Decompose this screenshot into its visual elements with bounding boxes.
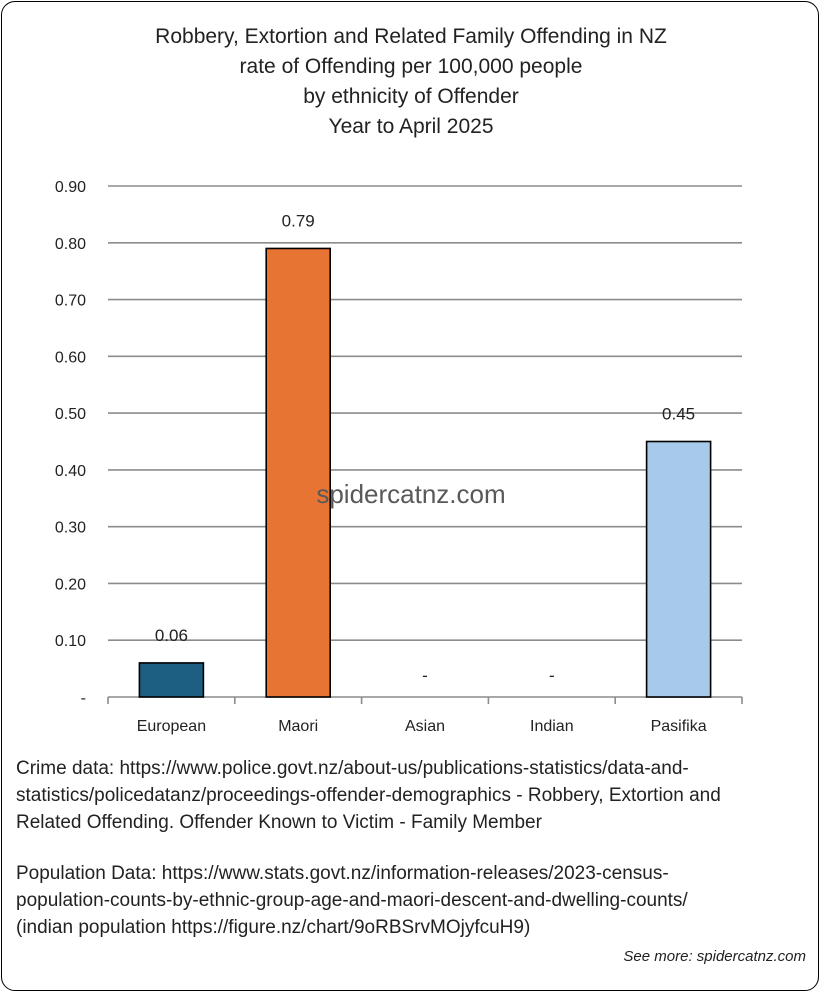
y-tick-label: 0.90 [54,179,86,196]
y-tick-label: 0.70 [54,292,86,310]
title-line-2: rate of Offending per 100,000 people [239,55,583,78]
title-line-4: Year to April 2025 [328,115,494,138]
x-category-label: Pasifika [650,718,707,735]
y-tick-label: 0.50 [54,406,86,424]
data-label: - [548,666,555,685]
data-label: 0.79 [281,211,315,231]
bar-european [139,663,203,697]
crime-source-line-3: Related Offending. Offender Known to Victim - Family Member [16,812,542,833]
y-tick-label: 0.40 [54,462,86,480]
x-category-label: Indian [530,718,574,735]
y-tick-label: 0.30 [54,519,86,537]
population-source-line-2: population-counts-by-ethnic-group-age-and-maori-descent-and-dwelling-counts/ [16,890,688,911]
crime-data-source [16,755,806,836]
data-label: 0.45 [662,404,696,424]
population-source-line-1: Population Data: https://www.stats.govt.nz/information-releases/2023-census- [16,863,669,884]
y-tick-label: 0.80 [54,235,86,253]
data-label: 0.06 [154,625,188,645]
see-more-footer: See more: spidercatnz.com [623,948,806,965]
title-line-1: Robbery, Extortion and Related Family Offending in NZ [155,25,667,48]
crime-source-line-2: statistics/policedatanz/proceedings-offender-demographics - Robbery, Extortion and [16,785,721,806]
y-tick-label: - [80,690,86,707]
bar-maori [266,248,330,697]
data-label: - [422,666,428,685]
bar-pasifika [647,442,711,698]
population-data-source [16,860,806,941]
y-tick-label: 0.10 [54,633,86,651]
x-category-label: Asian [404,718,446,735]
x-category-label: Maori [278,718,319,735]
crime-source-line-1: Crime data: https://www.police.govt.nz/about-us/publications-statistics/data-and- [16,758,689,779]
y-tick-label: 0.60 [54,349,86,367]
population-source-line-3: (indian population https://figure.nz/chart/9oRBSrvMOjyfcuH9) [16,917,531,938]
y-tick-label: 0.20 [54,576,86,594]
watermark: spidercatnz.com [316,479,506,509]
title-line-3: by ethnicity of Offender [303,85,519,108]
x-category-label: European [136,718,207,735]
